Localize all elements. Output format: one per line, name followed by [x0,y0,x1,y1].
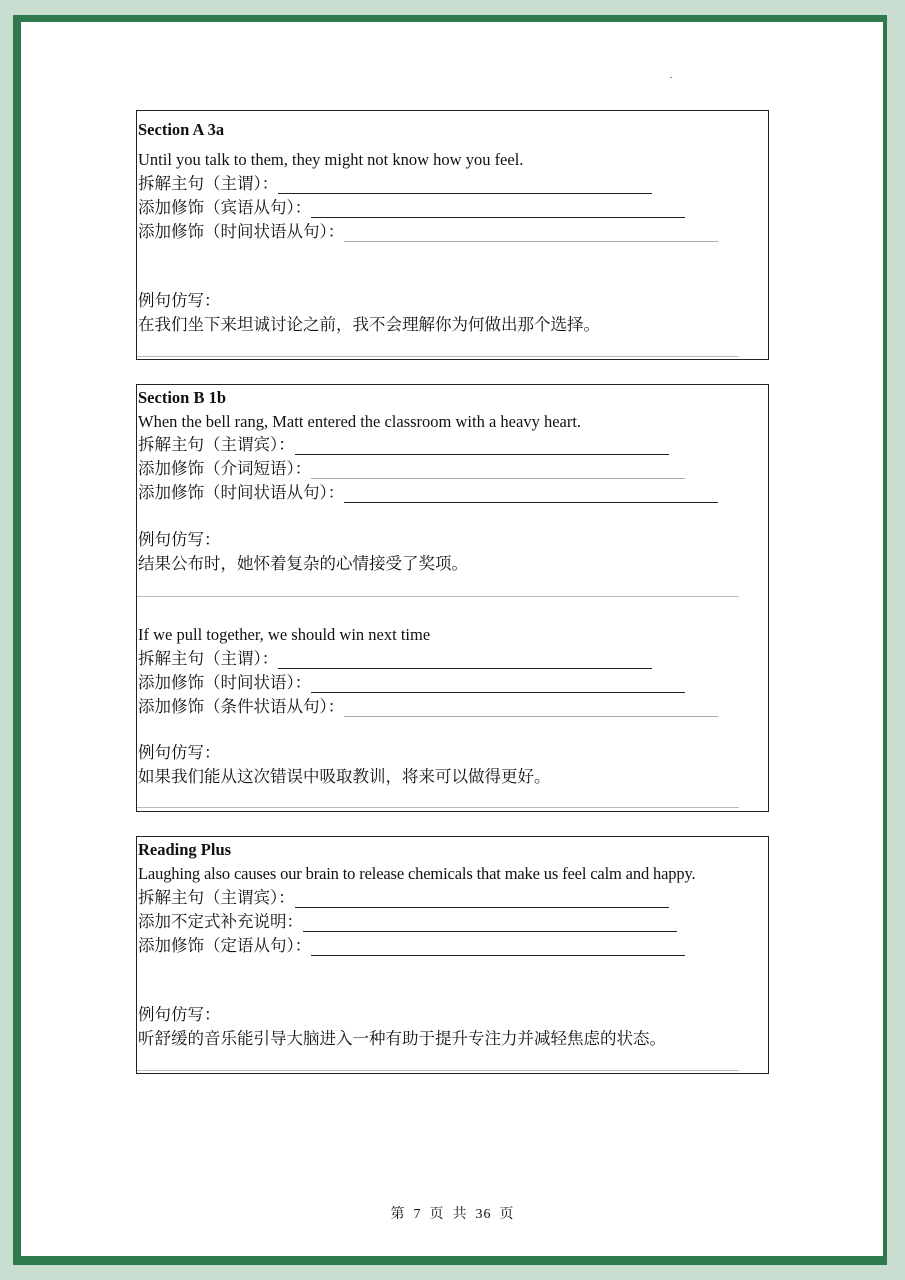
answer-blank[interactable] [278,179,652,194]
section-b-sentence1: When the bell rang, Matt entered the classroom with a heavy heart. [138,412,582,431]
section-b-s1-step1 [138,435,669,455]
section-a-step2-label: 添加修饰（宾语从句）： [138,198,312,217]
reading-plus-step2 [138,912,677,932]
section-b-s2-step3 [138,697,718,717]
footer-page: 7 [413,1207,422,1222]
answer-blank[interactable] [311,678,685,693]
answer-blank[interactable] [278,654,652,669]
answer-blank[interactable] [311,941,685,956]
section-b-s1-example-label: 例句仿写： [138,530,221,549]
reading-plus-title: Reading Plus [138,840,232,859]
section-a-step3-label: 添加修饰（时间状语从句）： [138,222,345,241]
reading-plus-sentence: Laughing also causes our brain to release chemicals that make us feel calm and happy. [138,864,696,883]
answer-blank[interactable] [344,702,718,717]
answer-blank[interactable] [295,893,669,908]
section-a-sentence: Until you talk to them, they might not know how you feel. [138,150,524,169]
section-b-box [136,384,769,812]
answer-line[interactable] [137,356,739,357]
section-a-example: 在我们坐下来坦诚讨论之前，我不会理解你为何做出那个选择。 [138,315,600,334]
footer-total: 36 [475,1207,492,1222]
reading-plus-example: 听舒缓的音乐能引导大脑进入一种有助于提升专注力并减轻焦虑的状态。 [138,1029,666,1048]
section-b-s2-step2 [138,673,685,693]
section-a-step1-label: 拆解主句（主谓）： [138,174,279,193]
section-b-s1-step3-label: 添加修饰（时间状语从句）： [138,483,345,502]
section-b-title: Section B 1b [138,388,227,407]
page-number [0,1203,905,1223]
footer-suffix: 页 [499,1207,515,1222]
reading-plus-step1-label: 拆解主句（主谓宾）： [138,888,295,907]
footer-mid1: 页 [429,1207,445,1222]
section-b-s2-step2-label: 添加修饰（时间状语）： [138,673,312,692]
reading-plus-step2-label: 添加不定式补充说明： [138,912,303,931]
answer-blank[interactable] [311,203,685,218]
footer-prefix: 第 [390,1207,406,1222]
footer-mid2: 共 [452,1207,468,1222]
answer-blank[interactable] [311,464,685,479]
section-b-sentence2: If we pull together, we should win next time [138,625,431,644]
reading-plus-step3-label: 添加修饰（定语从句）： [138,936,312,955]
section-b-s1-step1-label: 拆解主句（主谓宾）： [138,435,295,454]
section-a-title: Section A 3a [138,120,225,139]
section-b-s2-example-label: 例句仿写： [138,743,221,762]
section-b-s1-step2 [138,459,685,479]
section-b-s1-step2-label: 添加修饰（介词短语）： [138,459,312,478]
section-b-s2-step3-label: 添加修饰（条件状语从句）： [138,697,345,716]
section-b-s2-step1-label: 拆解主句（主谓）： [138,649,279,668]
answer-blank[interactable] [303,917,677,932]
speck [670,77,672,78]
section-a-box [136,110,769,360]
section-b-s2-example: 如果我们能从这次错误中吸取教训，将来可以做得更好。 [138,767,551,786]
section-b-s1-example: 结果公布时，她怀着复杂的心情接受了奖项。 [138,554,468,573]
section-a-step2 [138,198,685,218]
section-b-s2-step1 [138,649,652,669]
answer-line[interactable] [137,1070,739,1071]
section-a-step1 [138,174,652,194]
reading-plus-example-label: 例句仿写： [138,1005,221,1024]
reading-plus-step3 [138,936,685,956]
section-a-step3 [138,222,718,242]
reading-plus-box [136,836,769,1074]
answer-line[interactable] [137,807,739,808]
section-b-s1-step3 [138,483,718,503]
answer-blank[interactable] [344,227,718,242]
section-a-example-label: 例句仿写： [138,291,221,310]
answer-blank[interactable] [295,440,669,455]
reading-plus-step1 [138,888,669,908]
answer-line[interactable] [137,596,739,597]
answer-blank[interactable] [344,488,718,503]
